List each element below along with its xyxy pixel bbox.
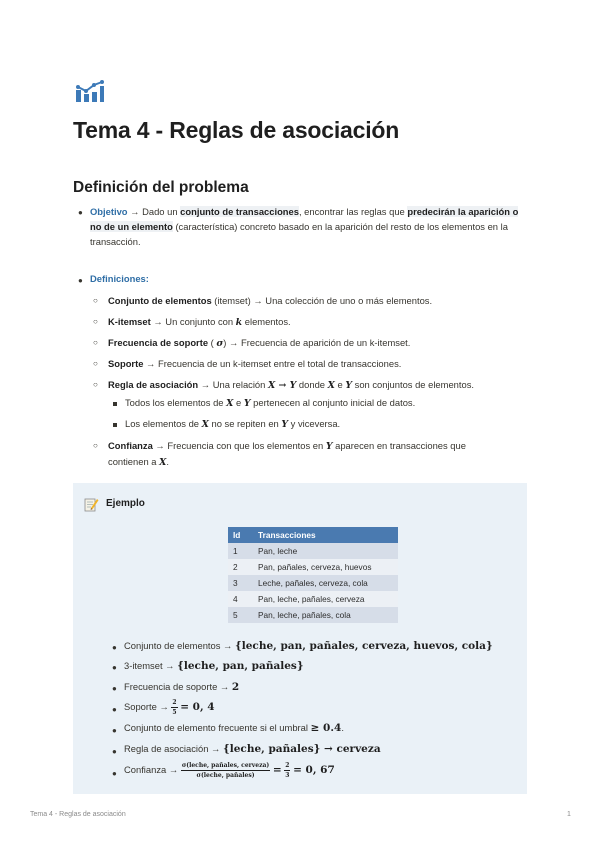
math: ≥ 0.4 [310,722,342,734]
subitem-text: Todos los elementos de [125,397,227,408]
definition-term: Soporte [108,358,144,369]
math: {leche, pañales} → cerveza [223,743,381,755]
table-cell: 3 [228,575,253,591]
table-cell: 4 [228,591,253,607]
definition-subitem [125,418,340,430]
transactions-table [228,527,398,623]
example-item [124,722,344,734]
math: σ [216,338,224,349]
definition-text: contienen a [108,456,160,467]
objective-text: , encontrar las reglas que [298,206,405,217]
fraction [181,762,270,779]
table-header-cell: Transacciones [253,527,398,543]
definition-term: Regla de asociación [108,379,199,390]
math: Y [345,380,353,391]
example-text: Conjunto de elementos → [124,640,236,651]
bullet-icon: ● [112,747,117,756]
fraction-denominator: 3 [285,772,290,779]
math: X [159,457,167,468]
example-text: Soporte → [124,700,172,712]
footer-title: Tema 4 - Reglas de asociación [30,811,126,818]
math: k [235,317,243,328]
example-item [124,681,239,693]
fraction [284,762,290,779]
example-item [124,699,215,716]
memo-pencil-icon [83,496,99,512]
table-cell: Pan, leche, pañales, cerveza [253,591,398,607]
math: X [226,398,234,409]
subitem-text: pertenecen al conjunto inicial de datos. [250,397,416,408]
example-text: Confianza → [124,763,181,775]
math: = [272,763,282,776]
table-header-cell: Id [228,527,253,543]
definition-text: elementos. [242,316,291,327]
definition-text: → Frecuencia de un k-itemset entre el total de transacciones. [143,358,402,369]
table-row [228,591,398,607]
definition-term: Frecuencia de soporte [108,337,209,348]
definition-subitem [125,397,415,409]
chart-bars-icon [75,79,105,103]
example-text: Regla de asociación → [124,743,224,754]
arrow: → [130,206,140,217]
example-text: . [341,722,344,733]
definition-term: Conjunto de elementos [108,295,212,306]
table-cell: Leche, pañales, cerveza, cola [253,575,398,591]
definition-text: → Una relación [198,379,268,390]
objective-text: Dado un [142,206,178,217]
circle-bullet-icon: ○ [93,380,98,389]
subitem-text: no se repiten en [208,418,282,429]
definition-item [108,438,466,470]
fraction [171,699,177,716]
table-cell: 5 [228,607,253,623]
square-bullet-icon [113,402,117,406]
bullet-icon: ● [112,684,117,693]
math: Y [325,441,333,452]
example-item [124,762,335,779]
definition-term: Confianza [108,440,153,451]
circle-bullet-icon: ○ [93,338,98,347]
math: 2 [231,681,240,693]
example-text: Conjunto de elemento frecuente si el umbral [124,722,311,733]
circle-bullet-icon: ○ [93,359,98,368]
bullet-icon: ● [112,643,117,652]
square-bullet-icon [113,423,117,427]
bullet-icon: ● [112,769,117,778]
section-heading: Definición del problema [73,179,249,196]
subitem-text: y viceversa. [288,418,341,429]
circle-bullet-icon: ○ [93,296,98,305]
math: Y [243,398,251,409]
fraction-numerator: 2 [285,762,290,769]
bullet-icon: ● [78,208,83,217]
definition-text: son conjuntos de elementos. [352,379,474,390]
table-cell: Pan, leche, pañales, cola [253,607,398,623]
definition-text: → Un conjunto con [150,316,236,327]
definition-term: K-itemset [108,316,151,327]
example-item [124,660,304,672]
circle-bullet-icon: ○ [93,441,98,450]
fraction-denominator: σ(leche, pañales) [196,772,255,779]
math: {leche, pan, pañales, cerveza, huevos, cola} [235,640,493,652]
definition-item [108,356,401,371]
page-title: Tema 4 - Reglas de asociación [73,117,400,143]
highlight-prediction: predecirán la aparición o no de un elemento [90,206,519,233]
table-cell: 2 [228,559,253,575]
table-row [228,607,398,623]
example-text: 3-itemset → [124,660,178,671]
table-row [228,559,398,575]
objective-text: (característica) concreto basado en la aparición del resto de los elementos en la transacción. [90,221,508,248]
definition-text: (itemset) → Una colección de uno o más elementos. [211,295,433,306]
example-item [124,640,493,652]
math: Y [281,419,289,430]
table-cell: Pan, leche [253,543,398,559]
highlight-transactions: conjunto de transacciones [180,206,299,217]
math: X [327,380,335,391]
math: {leche, pan, pañales} [177,660,304,672]
objective-paragraph [90,204,530,250]
circle-bullet-icon: ○ [93,317,98,326]
bullet-icon: ● [78,276,83,285]
page-number: 1 [567,811,571,818]
bullet-icon: ● [112,705,117,714]
definition-item [108,293,432,308]
fraction-numerator: σ(leche, pañales, cerveza) [181,762,270,769]
definition-item [108,335,410,351]
fraction-denominator: 5 [172,709,177,716]
definitions-label: Definiciones: [90,273,149,284]
math: = 0, 67 [293,763,335,776]
definition-text: aparecen en transacciones que [332,440,466,451]
definition-text: → Frecuencia con que los elementos en [152,440,326,451]
bullet-icon: ● [112,663,117,672]
definition-item [108,377,474,393]
table-row [228,543,398,559]
math: X → Y [267,380,297,391]
definition-item [108,314,291,330]
math: X [201,419,209,430]
definition-text: ) → Frecuencia de aparición de un k-itemset. [223,337,411,348]
bullet-icon: ● [112,726,117,735]
subitem-text: Los elementos de [125,418,202,429]
callout-title: Ejemplo [106,498,145,509]
definition-text: . [166,456,169,467]
definition-text: e [334,379,346,390]
example-text: Frecuencia de soporte → [124,681,232,692]
math: = 0, 4 [180,700,215,713]
table-cell: Pan, pañales, cerveza, huevos [253,559,398,575]
fraction-numerator: 2 [172,699,177,706]
objective-label: Objetivo [90,206,128,217]
table-row [228,575,398,591]
table-cell: 1 [228,543,253,559]
definition-text: donde [296,379,328,390]
table-header-row [228,527,398,543]
subitem-text: e [233,397,244,408]
definition-text: ( [208,337,217,348]
example-item [124,743,381,755]
